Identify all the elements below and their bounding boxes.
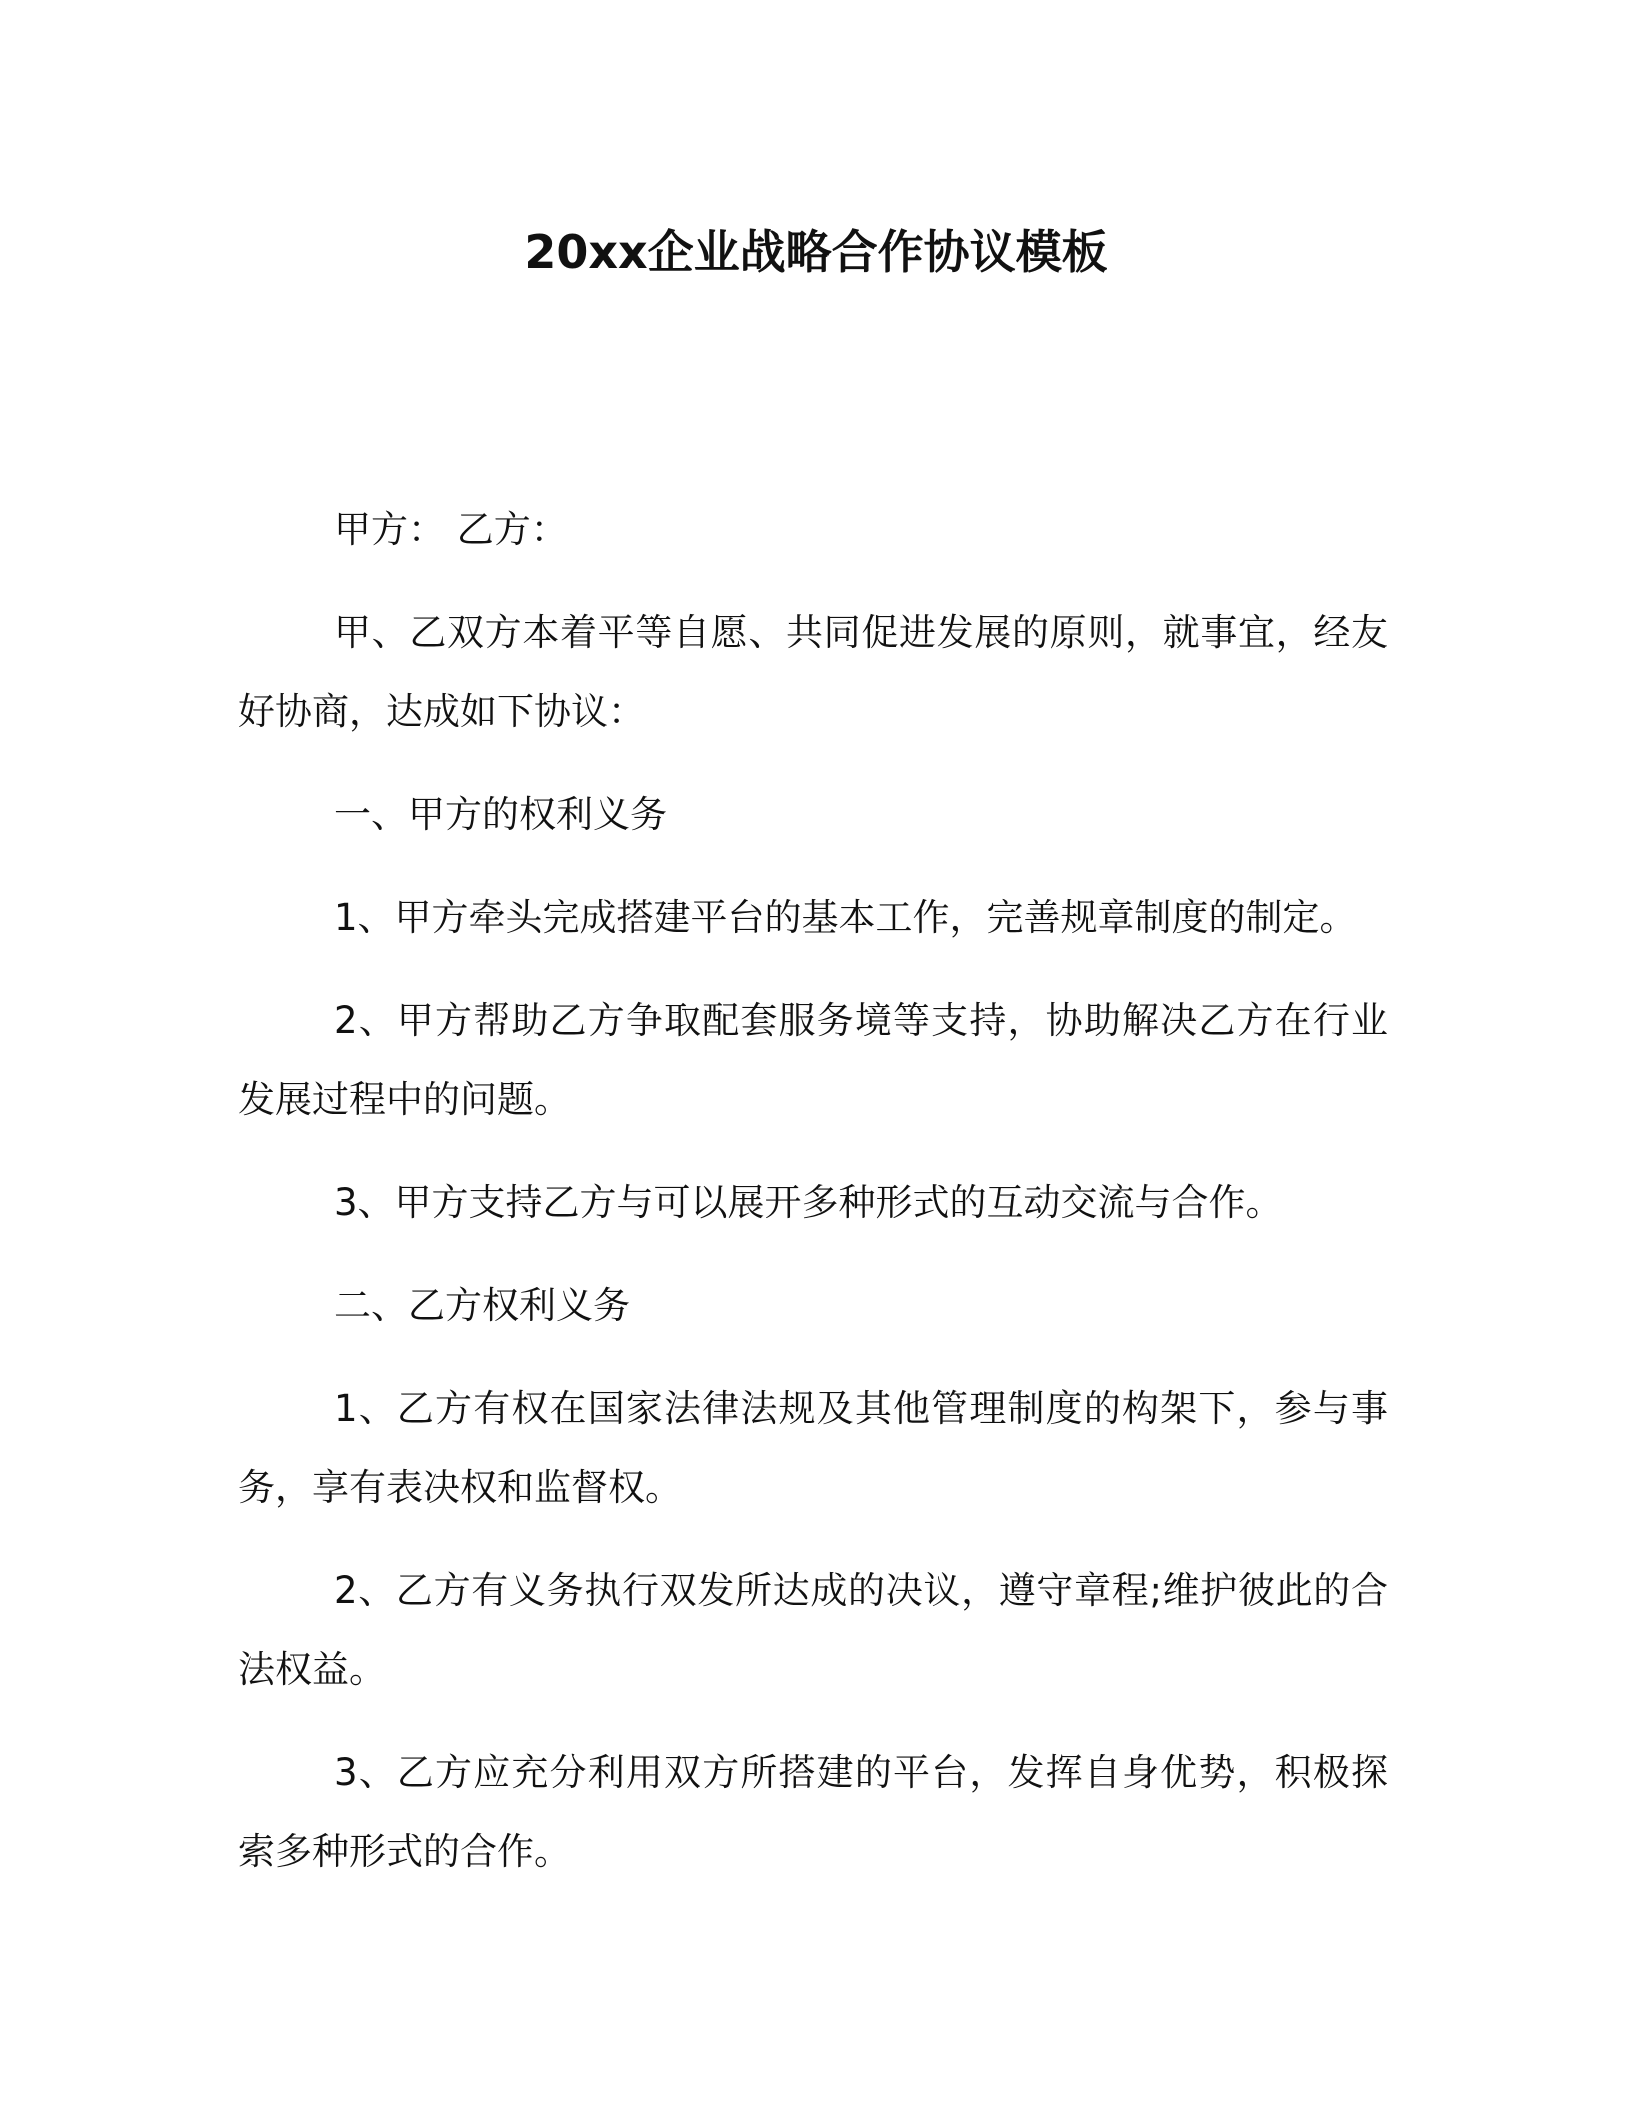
preamble-paragraph: 甲、乙双方本着平等自愿、共同促进发展的原则，就事宜，经友好协商，达成如下协议：: [238, 611, 1388, 733]
document-title: 20xx企业战略合作协议模板: [524, 225, 1108, 279]
parties-line: 甲方： 乙方：: [334, 508, 568, 551]
clause-b-3: 3、乙方应充分利用双方所搭建的平台，发挥自身优势，积极探索多种形式的合作。: [238, 1751, 1388, 1873]
clause-a-1: 1、甲方牵头完成搭建平台的基本工作，完善规章制度的制定。: [334, 896, 1357, 939]
section-heading-party-a: 一、甲方的权利义务: [334, 793, 667, 836]
clause-b-2: 2、乙方有义务执行双发所达成的决议，遵守章程;维护彼此的合法权益。: [238, 1569, 1388, 1691]
clause-b-1: 1、乙方有权在国家法律法规及其他管理制度的构架下，参与事务，享有表决权和监督权。: [238, 1387, 1388, 1509]
clause-a-3: 3、甲方支持乙方与可以展开多种形式的互动交流与合作。: [334, 1181, 1283, 1224]
clause-a-2: 2、甲方帮助乙方争取配套服务境等支持，协助解决乙方在行业发展过程中的问题。: [238, 999, 1388, 1121]
document-body: [238, 490, 1388, 1915]
section-heading-party-b: 二、乙方权利义务: [334, 1284, 630, 1327]
